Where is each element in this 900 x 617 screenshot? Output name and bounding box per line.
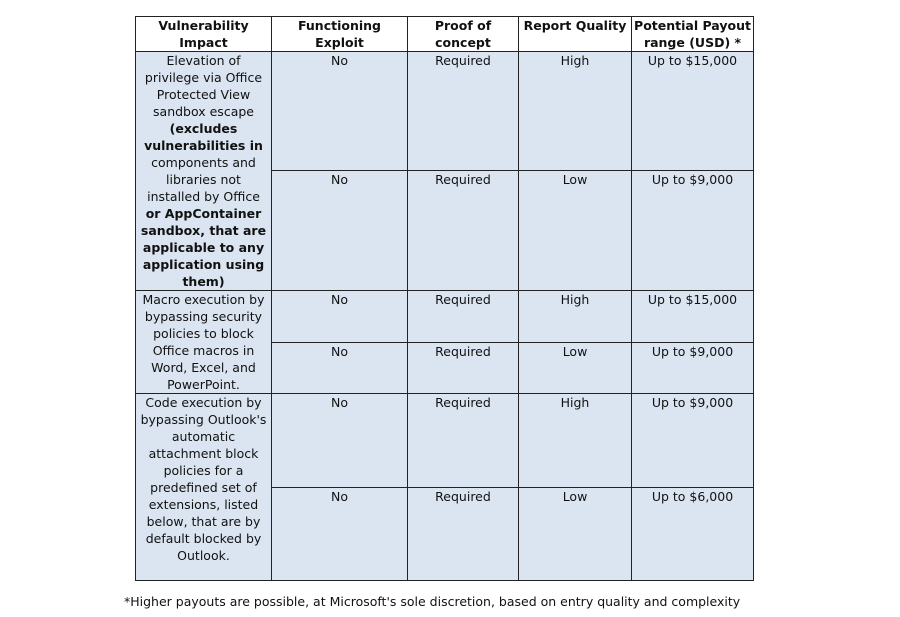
payout-cell: Up to $9,000 bbox=[632, 394, 754, 488]
exploit-cell: No bbox=[272, 171, 408, 291]
impact-text: Macro execution by bypassing security policies to block Office macros in Word, Excel, and PowerPoint. bbox=[142, 292, 265, 392]
quality-cell: High bbox=[519, 291, 632, 343]
poc-cell: Required bbox=[408, 291, 519, 343]
header-payout: Potential Payout range (USD) * bbox=[632, 17, 754, 52]
payout-cell: Up to $9,000 bbox=[632, 171, 754, 291]
header-exploit: Functioning Exploit bbox=[272, 17, 408, 52]
header-row bbox=[136, 17, 754, 52]
impact-text: Elevation of privilege via Office Protected View sandbox escape bbox=[144, 53, 263, 119]
poc-cell: Required bbox=[408, 52, 519, 171]
header-quality: Report Quality bbox=[519, 17, 632, 52]
exploit-cell: No bbox=[272, 394, 408, 488]
exploit-cell: No bbox=[272, 488, 408, 581]
impact-cell bbox=[136, 291, 272, 394]
quality-cell: High bbox=[519, 394, 632, 488]
table-row bbox=[136, 394, 754, 488]
poc-cell: Required bbox=[408, 394, 519, 488]
payout-cell: Up to $9,000 bbox=[632, 342, 754, 394]
impact-text: Code execution by bypassing Outlook's automatic attachment block policies for a predefined set of extensions, listed below, that are by default blocked by Outlook. bbox=[140, 395, 267, 563]
poc-cell: Required bbox=[408, 488, 519, 581]
quality-cell: High bbox=[519, 52, 632, 171]
table-row bbox=[136, 52, 754, 171]
quality-cell: Low bbox=[519, 342, 632, 394]
exploit-cell: No bbox=[272, 342, 408, 394]
header-impact: Vulnerability Impact bbox=[136, 17, 272, 52]
quality-cell: Low bbox=[519, 488, 632, 581]
impact-text-2: components and libraries not installed by Office bbox=[147, 155, 260, 204]
impact-bold-text-2: or AppContainer sandbox, that are applicable to any application using them) bbox=[140, 206, 267, 289]
bounty-table bbox=[135, 16, 754, 581]
poc-cell: Required bbox=[408, 342, 519, 394]
impact-cell bbox=[136, 394, 272, 581]
impact-bold-text: (excludes vulnerabilities in bbox=[144, 121, 263, 153]
exploit-cell: No bbox=[272, 52, 408, 171]
footnote: *Higher payouts are possible, at Microsoft's sole discretion, based on entry quality and complexity bbox=[124, 594, 741, 609]
poc-cell: Required bbox=[408, 171, 519, 291]
quality-cell: Low bbox=[519, 171, 632, 291]
payout-cell: Up to $15,000 bbox=[632, 52, 754, 171]
exploit-cell: No bbox=[272, 291, 408, 343]
payout-cell: Up to $15,000 bbox=[632, 291, 754, 343]
impact-cell bbox=[136, 52, 272, 291]
header-poc: Proof of concept bbox=[408, 17, 519, 52]
payout-cell: Up to $6,000 bbox=[632, 488, 754, 581]
table-row bbox=[136, 291, 754, 343]
